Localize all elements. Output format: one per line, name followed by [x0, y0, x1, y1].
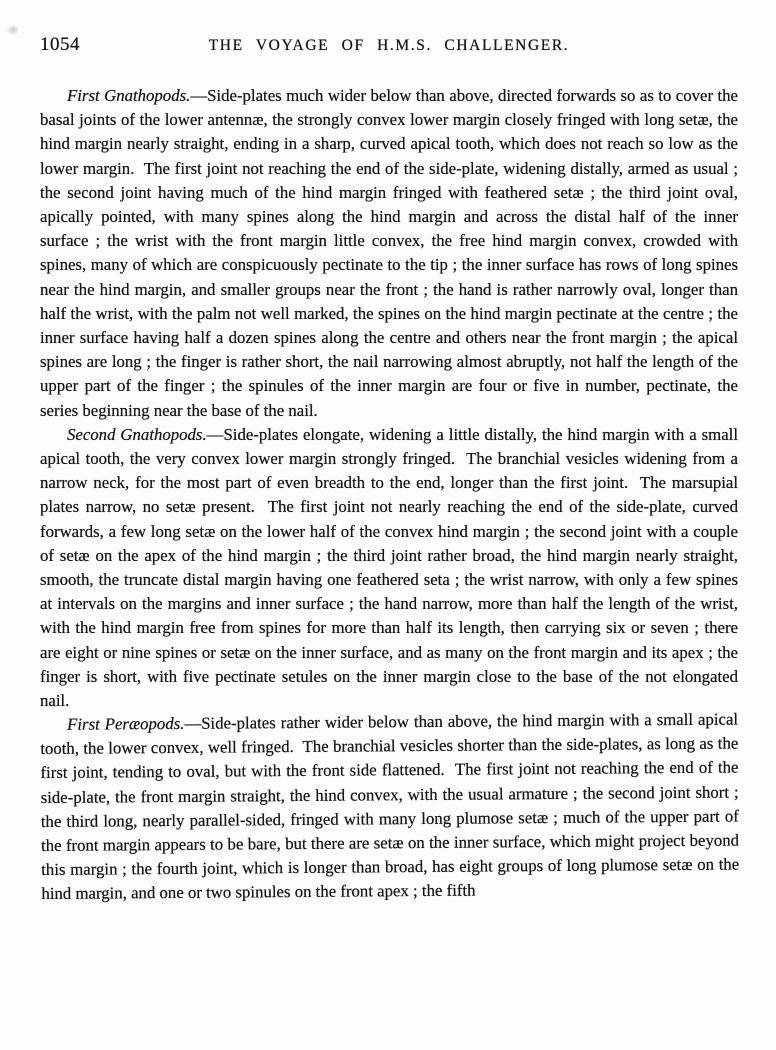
- paragraph-lead-second-gnathopods: Second Gnathopods.: [67, 424, 207, 444]
- paragraph-lead-first-gnathopods: First Gnathopods.: [67, 86, 191, 105]
- paragraph-text-first-peraeopods: —Side-plates rather wider below than above, the hind margin with a small apical tooth, the lower convex, well fringed. The branchial vesicles shorter than the side-plates, as long as the first joint, tending to oval, but with the front side flattened. The first joint not reaching the end of the side-plate, the front margin straight, the hind convex, with the usual armature ; the second joint short ; the third long, nearly parallel-sided, fringed with many long plumose setæ ; much of the upper part of the front margin appears to be bare, but there are setæ on the inner surface, which might project beyond this margin ; the fourth joint, which is longer than broad, has eight groups of long plumose setæ on the hind margin, and one or two spinules on the front apex ; the fifth: [40, 709, 740, 904]
- paragraph-lead-first-peraeopods: First Peræopods.: [67, 714, 185, 735]
- body-text: [40, 84, 738, 907]
- paragraph-second-gnathopods: [40, 423, 738, 713]
- paragraph-text-first-gnathopods: —Side-plates much wider below than above, directed forwards so as to cover the basal joints of the lower antennæ, the strongly convex lower margin closely fringed with long setæ, the hind margin nearly straight, ending in a sharp, curved apical tooth, which does not reach so low as the lower margin. The first joint not reaching the end of the side-plate, widening distally, armed as usual ; the second joint having much of the hind margin fringed with feathered setæ ; the third joint oval, apically pointed, with many spines along the hind margin and across the distal half of the inner surface ; the wrist with the front margin little convex, the free hind margin convex, crowded with spines, many of which are conspicuously pectinate to the tip ; the inner surface has rows of long spines near the hind margin, and smaller groups near the front ; the hand is rather narrowly oval, longer than half the wrist, with the palm not well marked, the spines on the hind margin pectinate at the centre ; the inner surface having half a dozen spines along the centre and others near the front margin ; the apical spines are long ; the finger is rather short, the nail narrowing almost abruptly, not half the length of the upper part of the finger ; the spinules of the inner margin are four or five in number, pectinate, the series beginning near the base of the nail.: [40, 86, 738, 420]
- paragraph-first-peraeopods: [40, 708, 739, 907]
- running-title: THE VOYAGE OF H.M.S. CHALLENGER.: [208, 37, 570, 54]
- running-head: [40, 34, 738, 60]
- scan-smudge-artifact: [7, 25, 19, 35]
- paragraph-first-gnathopods: [40, 84, 738, 423]
- paragraph-text-second-gnathopods: —Side-plates elongate, widening a little distally, the hind margin with a small apical tooth, the very convex lower margin strongly fringed. The branchial vesicles widening from a narrow neck, for the most part of even breadth to the end, longer than the first joint. The marsupial plates narrow, no setæ present. The first joint not nearly reaching the end of the side-plate, curved forwards, a few long setæ on the lower half of the convex hind margin ; the second joint with a couple of setæ on the apex of the hind margin ; the third joint rather broad, the hind margin nearly straight, smooth, the truncate distal margin having one feathered seta ; the wrist narrow, with only a few spines at intervals on the margins and inner surface ; the hand narrow, more than half the length of the wrist, with the hind margin free from spines for more than half its length, then carrying six or seven ; there are eight or nine spines or setæ on the inner surface, and as many on the front margin and its apex ; the finger is short, with five pectinate setules on the inner margin close to the base of the not elongated nail.: [40, 424, 738, 711]
- page-number: 1054: [40, 34, 80, 55]
